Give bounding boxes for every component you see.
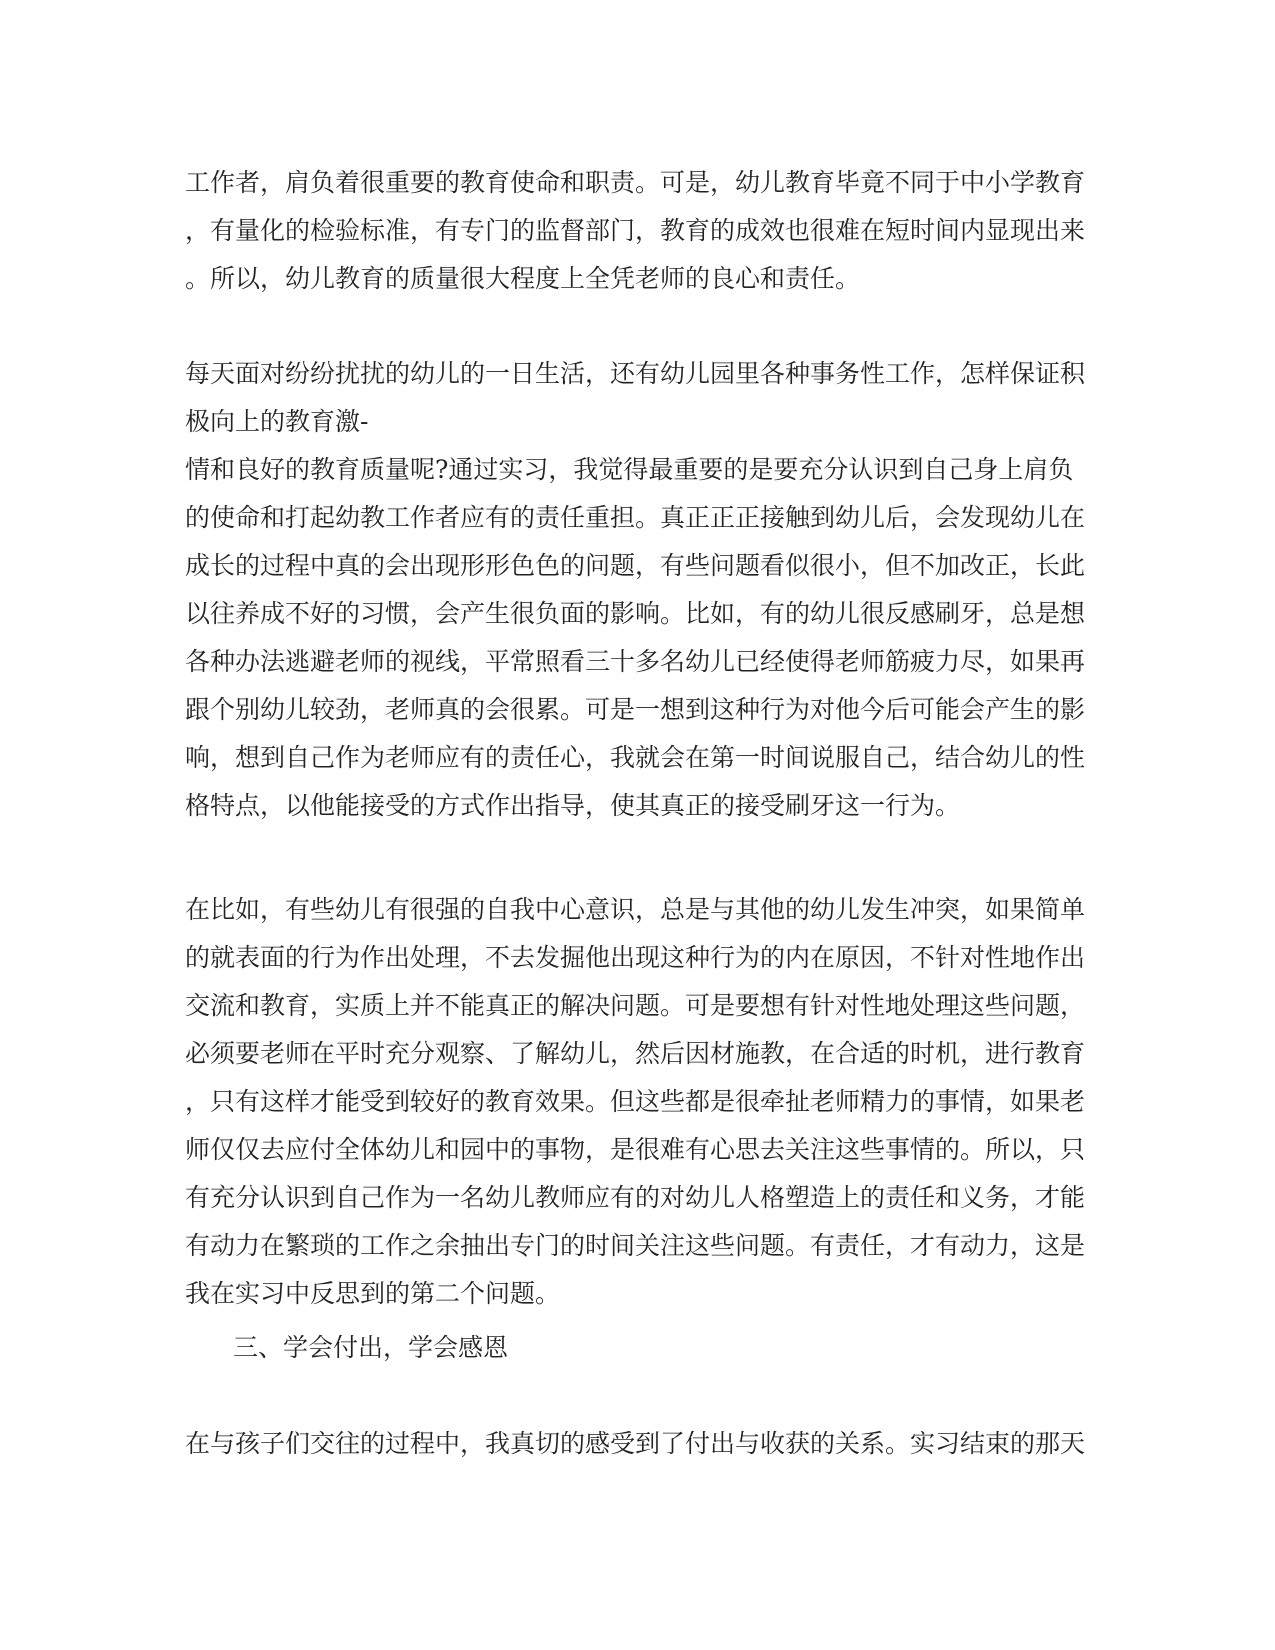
text-line: 极向上的教育激-	[185, 407, 369, 436]
text-line: 在与孩子们交往的过程中，我真切的感受到了付出与收获的关系。实习结束的那天	[185, 1429, 1086, 1458]
text-line: 工作者，肩负着很重要的教育使命和职责。可是，幼儿教育毕竟不同于中小学教育	[185, 168, 1086, 197]
text-line: 跟个别幼儿较劲，老师真的会很累。可是一想到这种行为对他今后可能会产生的影	[185, 695, 1086, 724]
text-line: 格特点，以他能接受的方式作出指导，使其真正的接受刷牙这一行为。	[185, 791, 961, 820]
text-line: 我在实习中反思到的第二个问题。	[185, 1279, 561, 1308]
text-line: 有充分认识到自己作为一名幼儿教师应有的对幼儿人格塑造上的责任和义务，才能	[185, 1183, 1086, 1212]
paragraph-2	[185, 350, 1095, 830]
text-line: 有动力在繁琐的工作之余抽出专门的时间关注这些问题。有责任，才有动力，这是	[185, 1231, 1086, 1260]
text-line: 的就表面的行为作出处理，不去发掘他出现这种行为的内在原因，不针对性地作出	[185, 943, 1086, 972]
text-line: 的使命和打起幼教工作者应有的责任重担。真正正正接触到幼儿后，会发现幼儿在	[185, 503, 1086, 532]
text-line: 以往养成不好的习惯，会产生很负面的影响。比如，有的幼儿很反感刷牙，总是想	[185, 599, 1086, 628]
text-line: ，只有这样才能受到较好的教育效果。但这些都是很牵扯老师精力的事情，如果老	[185, 1087, 1086, 1116]
text-line: ，有量化的检验标准，有专门的监督部门，教育的成效也很难在短时间内显现出来	[185, 216, 1086, 245]
text-line: 情和良好的教育质量呢?通过实习，我觉得最重要的是要充分认识到自己身上肩负	[185, 455, 1074, 484]
section-heading	[233, 1324, 1143, 1372]
text-line: 成长的过程中真的会出现形形色色的问题，有些问题看似很小，但不加改正，长此	[185, 551, 1086, 580]
text-line: 交流和教育，实质上并不能真正的解决问题。可是要想有针对性地处理这些问题，	[185, 991, 1086, 1020]
text-line: 师仅仅去应付全体幼儿和园中的事物，是很难有心思去关注这些事情的。所以，只	[185, 1135, 1086, 1164]
paragraph-3	[185, 886, 1095, 1318]
paragraph-4	[185, 1420, 1095, 1468]
section-heading-text: 三、学会付出，学会感恩	[233, 1333, 509, 1362]
text-line: 在比如，有些幼儿有很强的自我中心意识，总是与其他的幼儿发生冲突，如果简单	[185, 895, 1086, 924]
text-line: 必须要老师在平时充分观察、了解幼儿，然后因材施教，在合适的时机，进行教育	[185, 1039, 1086, 1068]
text-line: 每天面对纷纷扰扰的幼儿的一日生活，还有幼儿园里各种事务性工作，怎样保证积	[185, 359, 1086, 388]
paragraph-1	[185, 159, 1095, 303]
text-line: 各种办法逃避老师的视线，平常照看三十多名幼儿已经使得老师筋疲力尽，如果再	[185, 647, 1086, 676]
text-line: 。所以，幼儿教育的质量很大程度上全凭老师的良心和责任。	[185, 264, 861, 293]
text-line: 响，想到自己作为老师应有的责任心，我就会在第一时间说服自己，结合幼儿的性	[185, 743, 1086, 772]
